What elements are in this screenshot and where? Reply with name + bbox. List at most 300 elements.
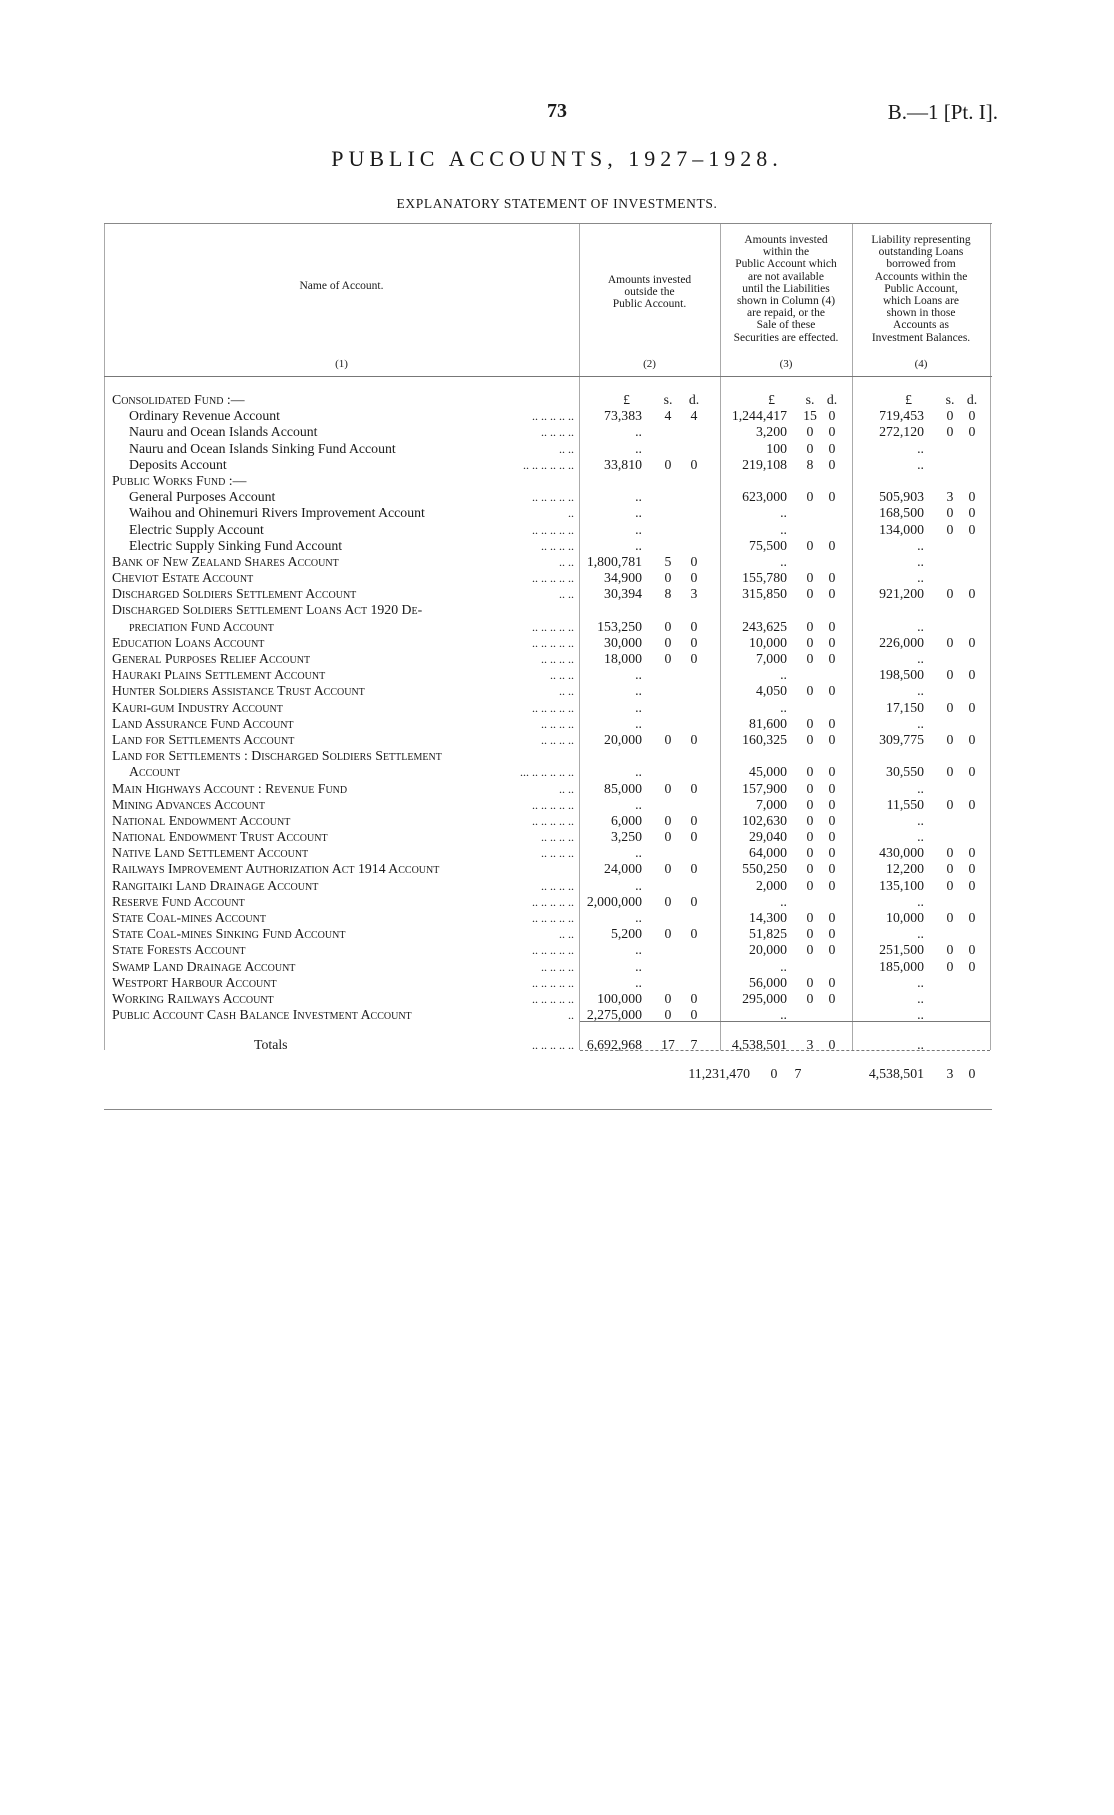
col3-pounds: 100 xyxy=(766,440,787,456)
col3-pence: 0 xyxy=(828,926,836,942)
col4-pence: 0 xyxy=(968,731,976,747)
col2-pence: 0 xyxy=(690,893,698,909)
col3-pence: 0 xyxy=(828,424,836,440)
col2-pounds: .. xyxy=(635,489,642,505)
table-row xyxy=(104,522,992,538)
total-col2-pounds: 6,692,968 xyxy=(586,1037,642,1053)
col4-shillings: 0 xyxy=(946,634,954,650)
table-row xyxy=(104,635,992,651)
col4-pounds: .. xyxy=(917,829,924,845)
table-row xyxy=(104,570,992,586)
account-name: Nauru and Ocean Islands Account xyxy=(129,424,318,440)
col2-pounds: 6,000 xyxy=(610,812,642,828)
col3-pounds: 3,200 xyxy=(755,424,787,440)
header-line: Public Account, xyxy=(884,282,958,295)
col3-shillings: 0 xyxy=(806,861,814,877)
col4-pounds: .. xyxy=(917,1007,924,1023)
column-header-3 xyxy=(720,234,852,344)
dot-leader: .. .. .. .. .. xyxy=(532,635,574,650)
col2-pounds: 30,000 xyxy=(604,634,642,650)
table-row xyxy=(104,975,992,991)
col4-shillings: 0 xyxy=(946,877,954,893)
col3-pounds: 160,325 xyxy=(742,731,787,747)
col4-pounds: .. xyxy=(917,440,924,456)
account-name: General Purposes Account xyxy=(129,489,276,505)
table-row xyxy=(104,489,992,505)
col3-shillings: 0 xyxy=(806,796,814,812)
col3-pounds: 7,000 xyxy=(755,651,787,666)
col4-pounds: .. xyxy=(917,537,924,553)
table-row xyxy=(104,781,992,797)
col4-pounds: .. xyxy=(917,553,924,569)
dot-leader: .. .. xyxy=(559,684,574,699)
col3-pounds: .. xyxy=(780,958,787,974)
dot-leader: .. xyxy=(568,1008,574,1023)
col3-pounds: 56,000 xyxy=(749,974,787,990)
col4-pounds: .. xyxy=(917,456,924,472)
table-body xyxy=(104,392,992,1082)
header-line: Public Account which xyxy=(735,258,837,271)
col4-pounds: 134,000 xyxy=(879,521,924,537)
col2-pounds: 73,383 xyxy=(604,408,642,424)
header-line: Investment Balances. xyxy=(871,331,971,344)
col4-shillings: 0 xyxy=(946,408,954,424)
col2-pounds: .. xyxy=(635,942,642,958)
col4-pounds: 251,500 xyxy=(879,942,924,958)
dot-leader: .. .. .. .. xyxy=(541,959,574,974)
col2-pence: 0 xyxy=(690,618,698,634)
dot-leader: .. .. xyxy=(559,441,574,456)
page-number: 73 xyxy=(547,100,567,122)
page-reference: B.—1 [Pt. I]. xyxy=(887,100,998,124)
col4-shillings: 0 xyxy=(946,845,954,861)
col3-pounds: .. xyxy=(780,1007,787,1023)
col4-pounds: 10,000 xyxy=(886,910,924,925)
col2-pounds: 33,810 xyxy=(604,456,642,472)
header-line: Accounts within the xyxy=(874,270,968,283)
combined-total-pounds: 11,231,470 xyxy=(688,1065,750,1081)
penny-symbol: d. xyxy=(826,392,838,407)
col2-pounds: 100,000 xyxy=(597,990,642,1006)
col3-pounds: 623,000 xyxy=(742,489,787,505)
combined-total-row xyxy=(104,1066,992,1082)
header-line: Public Account. xyxy=(612,298,687,311)
table-row xyxy=(104,894,992,910)
col4-shillings: 0 xyxy=(946,910,954,925)
col2-pounds: 20,000 xyxy=(604,731,642,747)
table-row xyxy=(104,392,992,408)
dot-leader: .. .. .. .. .. xyxy=(532,700,574,715)
col3-pounds: .. xyxy=(780,893,787,909)
account-name: Rangitaiki Land Drainage Account xyxy=(112,877,319,893)
col4-pence: 0 xyxy=(968,845,976,861)
col4-pounds: 17,150 xyxy=(886,699,924,715)
col3-shillings: 0 xyxy=(806,651,814,666)
dot-leader: .. .. .. .. .. xyxy=(532,991,574,1006)
col3-pence: 0 xyxy=(828,812,836,828)
col2-shillings: 5 xyxy=(664,553,672,569)
col3-shillings: 0 xyxy=(806,926,814,942)
col3-pounds: 7,000 xyxy=(755,796,787,812)
col3-pounds: 51,825 xyxy=(749,926,787,942)
table-row xyxy=(104,424,992,440)
account-name: Westport Harbour Account xyxy=(112,974,277,990)
col2-shillings: 0 xyxy=(664,1007,672,1023)
dot-leader: .. .. xyxy=(559,554,574,569)
final-col4-pounds: 4,538,501 xyxy=(868,1065,924,1081)
account-name: Public Works Fund :— xyxy=(112,472,247,488)
dot-leader: .. xyxy=(568,506,574,521)
col4-pence: 0 xyxy=(968,521,976,537)
col2-pounds: 30,394 xyxy=(604,586,642,602)
table-row xyxy=(104,408,992,424)
shilling-symbol: s. xyxy=(805,392,815,407)
col4-shillings: 0 xyxy=(946,731,954,747)
dot-leader: .. .. .. .. .. xyxy=(532,409,574,424)
table-row xyxy=(104,473,992,489)
table-row xyxy=(104,942,992,958)
investments-table xyxy=(104,223,992,1110)
col3-pounds: .. xyxy=(780,699,787,715)
col3-shillings: 8 xyxy=(806,456,814,472)
col2-shillings: 0 xyxy=(664,570,672,586)
totals-row xyxy=(104,1037,992,1053)
col2-pounds: .. xyxy=(635,715,642,731)
table-row xyxy=(104,861,992,877)
total-col3-pounds: 4,538,501 xyxy=(731,1037,787,1053)
dot-leader: .. .. .. .. .. .. xyxy=(523,457,574,472)
col2-shillings: 8 xyxy=(664,586,672,602)
column-number-4: (4) xyxy=(914,358,928,370)
col3-pence: 0 xyxy=(828,489,836,505)
dot-leader: .. .. .. .. xyxy=(541,830,574,845)
col2-shillings: 0 xyxy=(664,829,672,845)
account-name: State Forests Account xyxy=(112,942,246,958)
col3-shillings: 0 xyxy=(806,537,814,553)
col3-pounds: 4,050 xyxy=(755,683,787,699)
col4-pounds: 226,000 xyxy=(879,634,924,650)
col3-pence: 0 xyxy=(828,456,836,472)
col4-pence: 0 xyxy=(968,586,976,602)
col4-pounds: 921,200 xyxy=(879,586,924,602)
pound-symbol: £ xyxy=(623,392,630,407)
col2-shillings: 0 xyxy=(664,456,672,472)
header-line: are repaid, or the xyxy=(747,307,825,320)
header-line: shown in those xyxy=(886,307,956,320)
table-row xyxy=(104,700,992,716)
col3-pounds: 20,000 xyxy=(749,942,787,958)
col4-pounds: .. xyxy=(917,990,924,1006)
dot-leader: .. .. .. .. xyxy=(541,425,574,440)
col2-shillings: 0 xyxy=(664,780,672,796)
col2-pounds: .. xyxy=(635,667,642,683)
table-title: EXPLANATORY STATEMENT OF INVESTMENTS. xyxy=(396,196,718,211)
col4-shillings: 3 xyxy=(946,489,954,505)
col4-pounds: .. xyxy=(917,618,924,634)
dot-leader: .. .. .. .. .. xyxy=(532,571,574,586)
col3-shillings: 0 xyxy=(806,715,814,731)
header-line: are not available xyxy=(748,270,824,283)
col4-shillings: 0 xyxy=(946,796,954,812)
col3-shillings: 0 xyxy=(806,990,814,1006)
table-row xyxy=(104,619,992,635)
col2-pence: 0 xyxy=(690,926,698,942)
col3-pounds: 29,040 xyxy=(749,829,787,845)
dot-leader: .. .. xyxy=(559,781,574,796)
dot-leader: .. .. .. .. .. xyxy=(532,490,574,505)
col2-pounds: 85,000 xyxy=(604,780,642,796)
col2-pounds: 5,200 xyxy=(610,926,642,942)
col3-shillings: 0 xyxy=(806,570,814,586)
combined-total-pence: 7 xyxy=(794,1065,802,1081)
col4-pounds: .. xyxy=(917,780,924,796)
col3-pence: 0 xyxy=(828,780,836,796)
column-header-1: Name of Account. xyxy=(299,280,384,292)
col2-pence: 0 xyxy=(690,570,698,586)
dot-leader: ... .. .. .. .. .. xyxy=(520,765,574,780)
col3-pence: 0 xyxy=(828,683,836,699)
col3-pence: 0 xyxy=(828,764,836,780)
col3-pence: 0 xyxy=(828,990,836,1006)
col2-pence: 4 xyxy=(690,408,698,424)
table-row xyxy=(104,926,992,942)
col3-pence: 0 xyxy=(828,877,836,893)
col4-pounds: .. xyxy=(917,926,924,942)
col2-pounds: 2,275,000 xyxy=(586,1007,642,1023)
table-row xyxy=(104,797,992,813)
table-row xyxy=(104,748,992,764)
col3-pounds: 45,000 xyxy=(749,764,787,780)
col3-pence: 0 xyxy=(828,796,836,812)
col2-shillings: 0 xyxy=(664,990,672,1006)
col2-pounds: .. xyxy=(635,910,642,925)
combined-total-rule xyxy=(580,1050,990,1051)
account-name: National Endowment Account xyxy=(112,812,291,828)
col4-pounds: 430,000 xyxy=(879,845,924,861)
account-name: General Purposes Relief Account xyxy=(112,651,311,666)
col3-pounds: .. xyxy=(780,521,787,537)
col2-shillings: 0 xyxy=(664,861,672,877)
penny-symbol: d. xyxy=(688,392,700,407)
col4-pence: 0 xyxy=(968,489,976,505)
dot-leader: .. .. .. .. .. xyxy=(532,911,574,925)
dot-leader: .. .. .. .. xyxy=(541,732,574,747)
dot-leader: .. .. xyxy=(559,587,574,602)
col2-pounds: .. xyxy=(635,877,642,893)
dot-leader: .. .. .. .. .. xyxy=(532,975,574,990)
account-name: Discharged Soldiers Settlement Loans Act 1920 De- xyxy=(112,602,423,618)
col2-shillings: 0 xyxy=(664,812,672,828)
account-name: Education Loans Account xyxy=(112,634,265,650)
col4-pence: 0 xyxy=(968,796,976,812)
account-name: Native Land Settlement Account xyxy=(112,845,309,861)
col3-pence: 0 xyxy=(828,586,836,602)
account-name: preciation Fund Account xyxy=(129,618,274,634)
col4-pounds: .. xyxy=(917,651,924,666)
col4-pounds: .. xyxy=(917,974,924,990)
table-row xyxy=(104,441,992,457)
account-name: Swamp Land Drainage Account xyxy=(112,958,296,974)
col3-pence: 0 xyxy=(828,942,836,958)
col3-shillings: 0 xyxy=(806,974,814,990)
account-name: Reserve Fund Account xyxy=(112,893,245,909)
col4-pounds: 309,775 xyxy=(879,731,924,747)
col3-pence: 0 xyxy=(828,715,836,731)
col2-shillings: 0 xyxy=(664,651,672,666)
col4-pounds: .. xyxy=(917,683,924,699)
col3-pounds: 295,000 xyxy=(742,990,787,1006)
total-col2-pence: 7 xyxy=(690,1037,698,1053)
header-line: Securities are effected. xyxy=(733,331,839,344)
account-name: Kauri-gum Industry Account xyxy=(112,699,283,715)
dot-leader: .. .. .. .. .. xyxy=(532,943,574,958)
col3-pounds: 1,244,417 xyxy=(731,408,787,424)
table-row xyxy=(104,586,992,602)
col2-pence: 0 xyxy=(690,731,698,747)
totals-rule xyxy=(580,1021,990,1022)
spacer-row xyxy=(104,1023,992,1037)
col4-pounds: .. xyxy=(917,893,924,909)
col3-shillings: 0 xyxy=(806,424,814,440)
dot-leader: .. .. .. .. xyxy=(541,846,574,861)
col3-pence: 0 xyxy=(828,440,836,456)
col2-pounds: 24,000 xyxy=(604,861,642,877)
col2-pounds: .. xyxy=(635,845,642,861)
total-col4-pounds: .. xyxy=(917,1037,924,1053)
col3-pence: 0 xyxy=(828,731,836,747)
col2-pounds: .. xyxy=(635,505,642,521)
table-row xyxy=(104,732,992,748)
col4-pounds: 198,500 xyxy=(879,667,924,683)
col4-pounds: 272,120 xyxy=(879,424,924,440)
col2-pence: 0 xyxy=(690,553,698,569)
table-row xyxy=(104,667,992,683)
table-row xyxy=(104,845,992,861)
col4-pounds: 168,500 xyxy=(879,505,924,521)
col2-pence: 3 xyxy=(690,586,698,602)
col3-shillings: 0 xyxy=(806,910,814,925)
dot-leader: .. .. .. .. .. xyxy=(532,1038,574,1053)
dot-leader: .. .. .. .. .. xyxy=(532,813,574,828)
col3-shillings: 0 xyxy=(806,764,814,780)
table-row xyxy=(104,813,992,829)
col3-pence: 0 xyxy=(828,634,836,650)
dot-leader: .. .. .. .. xyxy=(541,538,574,553)
column-number-1: (1) xyxy=(335,358,348,370)
col2-pounds: 18,000 xyxy=(604,651,642,666)
col3-pence: 0 xyxy=(828,651,836,666)
col2-pence: 0 xyxy=(690,990,698,1006)
col4-pence: 0 xyxy=(968,861,976,877)
col2-pence: 0 xyxy=(690,861,698,877)
col3-shillings: 0 xyxy=(806,440,814,456)
col2-pence: 0 xyxy=(690,780,698,796)
table-row xyxy=(104,991,992,1007)
col3-pounds: 81,600 xyxy=(749,715,787,731)
col4-pence: 0 xyxy=(968,634,976,650)
page-title: PUBLIC ACCOUNTS, 1927–1928. xyxy=(331,146,783,171)
table-row xyxy=(104,457,992,473)
col3-pounds: 155,780 xyxy=(742,570,787,586)
col4-shillings: 0 xyxy=(946,505,954,521)
col2-pounds: 3,250 xyxy=(610,829,642,845)
account-name: Deposits Account xyxy=(129,456,227,472)
col3-shillings: 0 xyxy=(806,731,814,747)
final-col4-pence: 0 xyxy=(968,1065,976,1081)
dot-leader: .. .. .. .. xyxy=(541,716,574,731)
col3-shillings: 0 xyxy=(806,618,814,634)
col3-shillings: 15 xyxy=(803,408,817,424)
account-name: Nauru and Ocean Islands Sinking Fund Account xyxy=(129,440,396,456)
col2-pence: 0 xyxy=(690,634,698,650)
col4-shillings: 0 xyxy=(946,958,954,974)
account-name: State Coal-mines Account xyxy=(112,910,266,925)
column-number-3: (3) xyxy=(779,358,793,370)
account-name: Land for Settlements : Discharged Soldiers Settlement xyxy=(112,748,442,764)
col3-pence: 0 xyxy=(828,974,836,990)
shilling-symbol: s. xyxy=(945,392,955,407)
account-name: Discharged Soldiers Settlement Account xyxy=(112,586,357,602)
col3-shillings: 0 xyxy=(806,683,814,699)
col4-pounds: 30,550 xyxy=(886,764,924,780)
col3-pounds: 2,000 xyxy=(755,877,787,893)
table-row xyxy=(104,554,992,570)
col2-pence: 0 xyxy=(690,812,698,828)
column-header-2 xyxy=(579,274,720,311)
col2-pounds: .. xyxy=(635,683,642,699)
header-line: until the Liabilities xyxy=(742,282,830,295)
dot-leader: .. .. .. .. xyxy=(541,652,574,666)
col2-shillings: 0 xyxy=(664,634,672,650)
col2-pounds: .. xyxy=(635,958,642,974)
account-name: Hunter Soldiers Assistance Trust Account xyxy=(112,683,365,699)
account-name: Ordinary Revenue Account xyxy=(129,408,280,424)
column-number-2: (2) xyxy=(643,358,656,370)
account-name: Working Railways Account xyxy=(112,990,274,1006)
col2-pence: 0 xyxy=(690,651,698,666)
account-name: Waihou and Ohinemuri Rivers Improvement Account xyxy=(129,505,425,521)
table-row xyxy=(104,959,992,975)
col3-pounds: 14,300 xyxy=(749,910,787,925)
account-name: Land Assurance Fund Account xyxy=(112,715,294,731)
header-line: Accounts as xyxy=(893,319,949,332)
col2-shillings: 0 xyxy=(664,893,672,909)
dot-leader: .. .. .. xyxy=(550,668,574,683)
col2-pounds: 2,000,000 xyxy=(586,893,642,909)
header-line: within the xyxy=(762,246,810,259)
table-row xyxy=(104,764,992,780)
col2-pence: 0 xyxy=(690,1007,698,1023)
account-name: Bank of New Zealand Shares Account xyxy=(112,553,339,569)
header-line: Amounts invested xyxy=(607,274,692,286)
col3-pounds: 10,000 xyxy=(749,634,787,650)
col4-pence: 0 xyxy=(968,942,976,958)
pound-symbol: £ xyxy=(905,392,912,407)
col3-pounds: 75,500 xyxy=(749,537,787,553)
col3-pounds: 157,900 xyxy=(742,780,787,796)
header-line: Amounts invested xyxy=(744,234,828,246)
col4-shillings: 0 xyxy=(946,424,954,440)
account-name: Land for Settlements Account xyxy=(112,731,295,747)
col2-pounds: .. xyxy=(635,974,642,990)
col3-pence: 0 xyxy=(828,845,836,861)
table-row xyxy=(104,878,992,894)
col4-shillings: 0 xyxy=(946,861,954,877)
col4-pence: 0 xyxy=(968,764,976,780)
col3-pence: 0 xyxy=(828,861,836,877)
col4-shillings: 0 xyxy=(946,942,954,958)
account-name: Electric Supply Sinking Fund Account xyxy=(129,537,343,553)
